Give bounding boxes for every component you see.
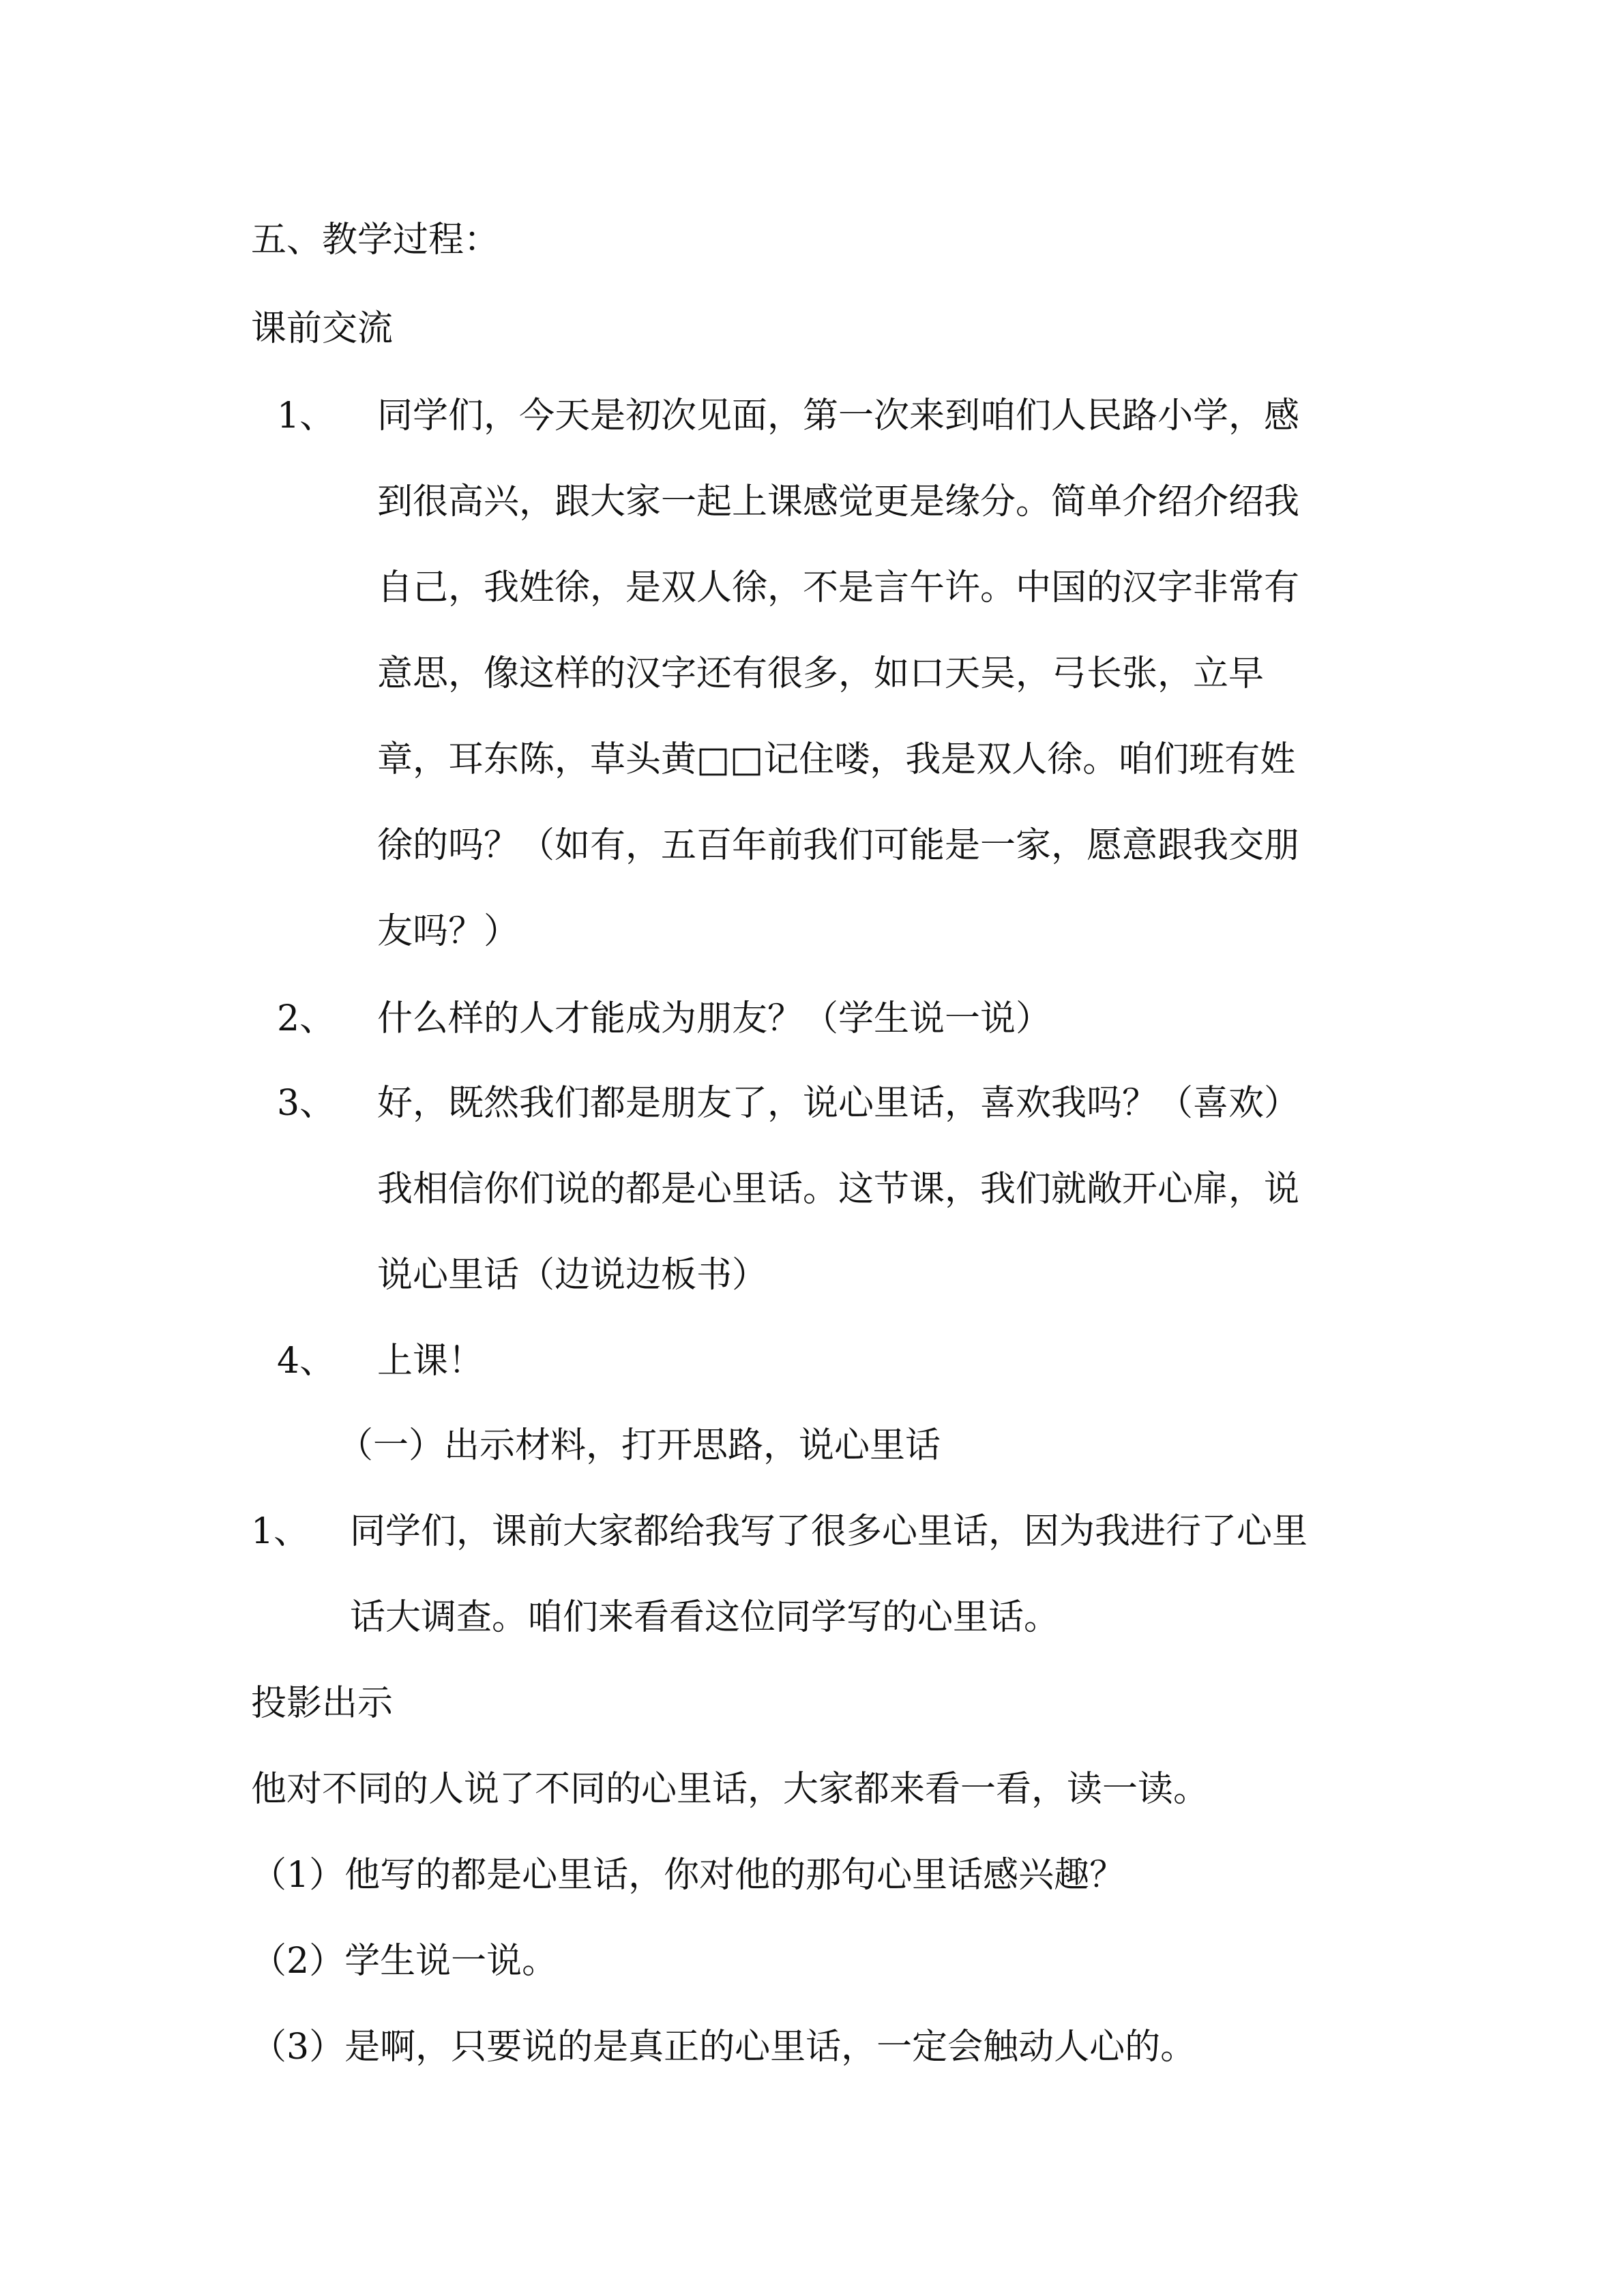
item-1-line-6: 徐的吗？（如有，五百年前我们可能是一家，愿意跟我交朋 bbox=[377, 825, 1300, 866]
section-heading: 五、教学过程： bbox=[251, 220, 500, 260]
sub-point-3: （3）是啊，只要说的是真正的心里话，一定会触动人心的。 bbox=[251, 2027, 1196, 2068]
item-1-line-2: 到很高兴，跟大家一起上课感觉更是缘分。简单介绍介绍我 bbox=[377, 481, 1300, 522]
projection-label: 投影出示 bbox=[251, 1683, 394, 1724]
item-3-line-3: 说心里话（边说边板书） bbox=[377, 1255, 768, 1296]
item-1-line-7: 友吗？） bbox=[377, 911, 520, 952]
pre-class-title: 课前交流 bbox=[251, 308, 394, 349]
item-1-number: 1、 bbox=[277, 396, 336, 436]
sub-point-2: （2）学生说一说。 bbox=[251, 1941, 558, 1982]
section-one-title: （一）出示材料，打开思路，说心里话 bbox=[338, 1425, 941, 1466]
item-3-line-1: 好，既然我们都是朋友了，说心里话，喜欢我吗？（喜欢） bbox=[377, 1083, 1300, 1124]
projection-text: 他对不同的人说了不同的心里话，大家都来看一看，读一读。 bbox=[251, 1769, 1209, 1810]
item-1-line-5: 章，耳东陈，草头黄□□记住喽，我是双人徐。咱们班有姓 bbox=[377, 739, 1296, 780]
item-4-line-1: 上课！ bbox=[377, 1341, 484, 1382]
item-1-line-4: 意思，像这样的汉字还有很多，如口天吴，弓长张，立早 bbox=[377, 653, 1265, 694]
item-2-number: 2、 bbox=[277, 998, 336, 1039]
sub-point-1: （1）他写的都是心里话，你对他的那句心里话感兴趣？ bbox=[251, 1855, 1125, 1896]
section-one-item-number: 1、 bbox=[251, 1511, 310, 1552]
section-one-item-line-2: 话大调查。咱们来看看这位同学写的心里话。 bbox=[350, 1597, 1060, 1638]
item-3-line-2: 我相信你们说的都是心里话。这节课，我们就敞开心扉，说 bbox=[377, 1169, 1300, 1210]
item-1-line-3: 自己，我姓徐，是双人徐，不是言午许。中国的汉字非常有 bbox=[377, 567, 1300, 608]
item-1-line-1: 同学们，今天是初次见面，第一次来到咱们人民路小学，感 bbox=[377, 396, 1300, 436]
section-one-item-line-1: 同学们，课前大家都给我写了很多心里话，因为我进行了心里 bbox=[350, 1511, 1308, 1552]
item-3-number: 3、 bbox=[277, 1083, 336, 1124]
item-4-number: 4、 bbox=[277, 1341, 336, 1382]
item-2-line-1: 什么样的人才能成为朋友？（学生说一说） bbox=[377, 998, 1052, 1039]
